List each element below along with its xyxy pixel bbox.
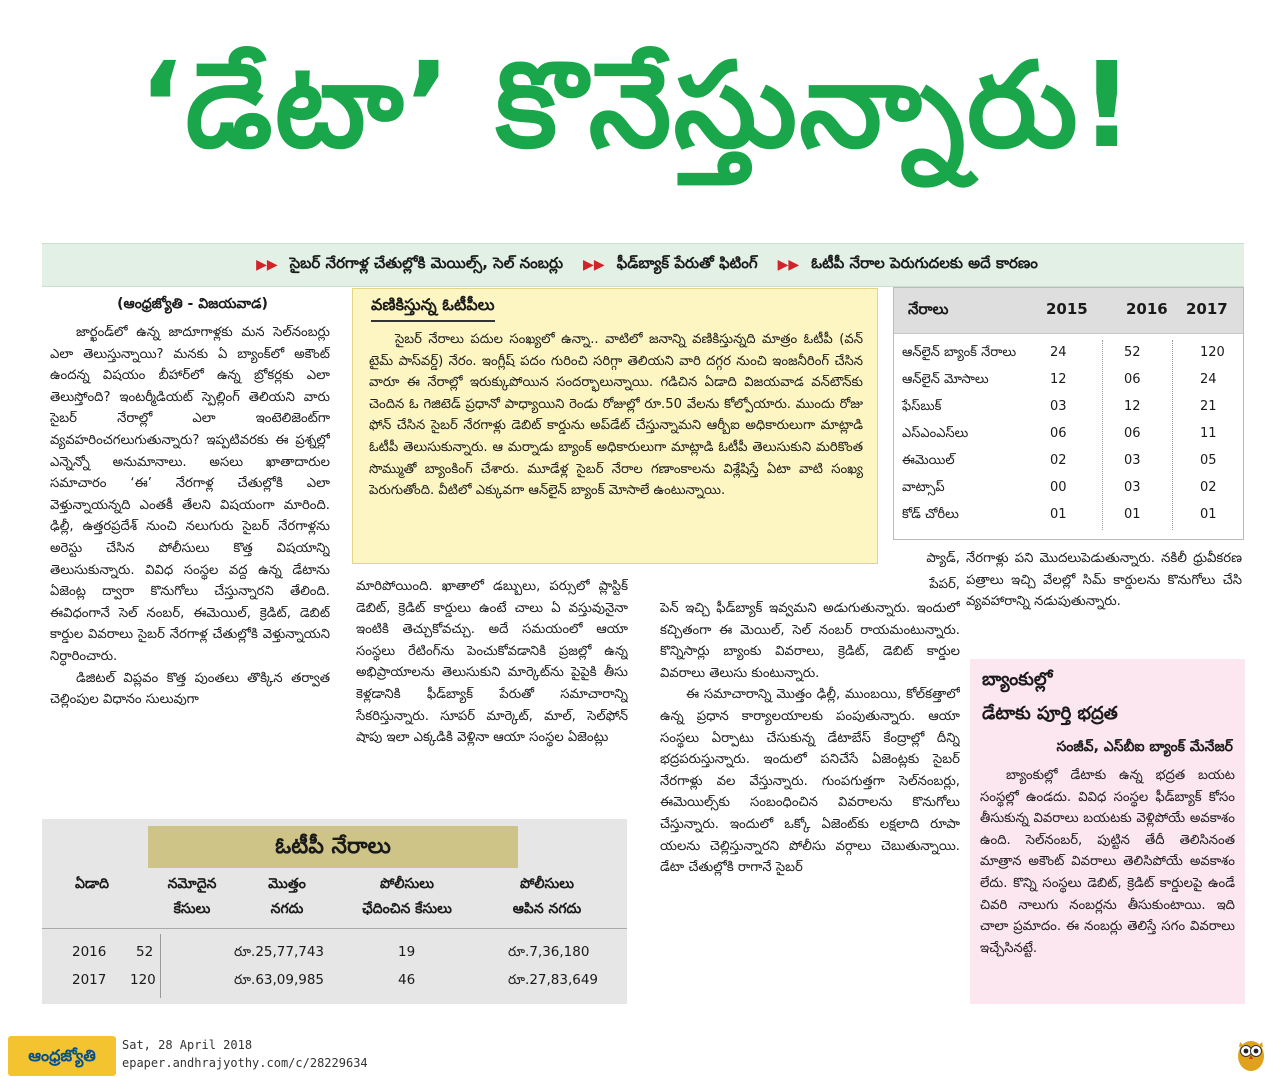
cell: 06 [1124,372,1141,387]
paragraph: నేరగాళ్లు పని మొదలుపెడుతున్నారు. నకిలీ ధ్రువీకరణ పత్రాలు ఇచ్చి వేలల్లో సిమ్ కార్డులను కొనుగోలు చేసి వ్యవహారాన్ని నడుపుతున్నారు. [966,551,1242,610]
box-title: వణికిస్తున్న ఓటీపీలు [371,295,495,318]
cell: 120 [1200,345,1225,360]
cell: 01 [1124,507,1141,522]
strip-item: ఓటీపీ నేరాల పెరుగుదలకు అదే కారణం [811,254,1038,272]
andhrajyothy-logo: ఆంధ్రజ్యోతి [8,1036,116,1076]
article-column-4 [966,548,1242,644]
cell: రూ.25,77,743 [234,944,325,960]
paragraph: పెన్ ఇచ్చి ఫీడ్‌బ్యాక్ ఇవ్వమని అడుగుతున్నారు. ఇందులో కచ్చితంగా ఈ మెయిల్, సెల్ నంబర్ రాయమంటున్నారు. కొన్నిసార్లు బ్యాంకు వివరాలు, క్రెడిట్, డెబిట్ కార్డుల వివరాలు తెలుసు కుంటున్నారు. [660,601,960,681]
cell: 01 [1200,507,1217,522]
cell: 01 [1050,507,1067,522]
cell: 03 [1124,480,1141,495]
cell: 52 [136,944,154,960]
cell: 12 [1124,399,1141,414]
box-body: సైబర్ నేరాలు పదుల సంఖ్యలో ఉన్నా.. వాటిలో జనాన్ని వణికిస్తున్నది మాత్రం ఓటీపీ (వన్ టైమ్ పాస్‌వర్డ్) నేరం. ఇంగ్లీష్ పదం గురించి సరిగ్గా తెలియని వారి దగ్గర నుంచి ఇంజనీరింగ్ చేసిన వారూ ఈ నేరాల్లో ఇరుక్కుపోయిన సందర్భాలున్నాయి. గడిచిన ఏడాది విజయవాడ వన్‌టౌన్‌కు చెందిన ఓ గెజిటెడ్ ప్రధానో పాధ్యాయిని రెండు రోజుల్లో రూ.50 వేలను కోల్పోయారు. ముందు రోజు ఫోన్ చేసిన సైబర్ నేరగాళ్లు డెబిట్ కార్డును అప్‌డేట్ చేస్తున్నామని ఆర్బీఐ అధికారులుగా మాట్లాడి ఓటీపీ తెలుసుకున్నారు. ఆ మర్నాడు బ్యాంక్ అధికారులుగా మాట్లాడి ఓటీపీ తెలుసుకుని మరికొంత సొమ్ముతో బ్యాంకింగ్ చేశారు. మూడేళ్ల సైబర్ నేరాల గణాంకాలను విశ్లేషిస్తే ఏటా వాటి సంఖ్య పెరుగుతోంది. వీటిలో ఎక్కువగా ఆన్‌లైన్ బ్యాంక్ మోసాలే ఉంటున్నాయి. [369,332,863,499]
line: పేపర్, [929,577,960,592]
table-row [894,368,1243,395]
cell: 12 [1050,372,1067,387]
header-line: పోలీసులు [380,876,434,892]
table-row [894,503,1243,530]
header-cell: నేరాలు [908,300,949,318]
double-chevron-icon: ▶▶ [583,257,605,273]
otp-table-title: ఓటీపీ నేరాలు [148,826,518,868]
cell: 06 [1050,426,1067,441]
byline: (ఆంధ్రజ్యోతి - విజయవాడ) [117,296,268,312]
owl-icon [1236,1036,1266,1072]
cell: 11 [1200,426,1217,441]
article-column-2 [356,576,628,812]
double-chevron-icon: ▶▶ [256,257,278,273]
header-cell [62,876,122,895]
header-line: ఆపిన నగదు [512,901,582,917]
cell: రూ.27,83,649 [508,972,599,988]
cell: 2017 [72,972,107,988]
divider [42,928,627,929]
cell: 24 [1200,372,1217,387]
headline: ‘డేటా’ కొనేస్తున్నారు! [138,36,1136,174]
paragraph: మారిపోయింది. ఖాతాలో డబ్బులు, పర్సులో ప్లాస్టిక్ డెబిట్, క్రెడిట్ కార్డులు ఉంటే చాలు ఏ వస్తువునైనా ఇంటికి తెచ్చుకోవచ్చు. అదే సమయంలో ఆయా సంస్థలు రేటింగ్‌ను పెంచుకోవడానికి ప్రజల్లో ఉన్న అభిప్రాయాలను తెలుసుకుని మార్కెట్‌ను పైపైకి తీసు కెళ్లడానికి ఫీడ్‌బ్యాక్ పేరుతో సమాచారాన్ని సేకరిస్తున్నారు. సూపర్ మార్కెట్, మాల్, సెల్‌ఫోన్ షాపు ఇలా ఎక్కడికి వెళ్లినా ఆయా సంస్థల ఏజెంట్లు [356,579,628,746]
cell: రూ.63,09,985 [234,972,325,988]
box-body-wrap [980,765,1235,999]
cell: 03 [1124,453,1141,468]
row-label: కోడ్ చోరీలు [902,507,959,522]
article-column-3 [660,598,960,1000]
line: ప్యాడ్, [926,551,960,566]
header-line: మొత్తం [268,876,306,892]
header-cell [482,876,612,920]
table-header [894,288,1243,334]
paragraph: డిజిటల్ విప్లవం కొత్త పుంతలు తొక్కిన తర్వాత చెల్లింపుల విధానం సులువుగా [50,670,330,708]
table-row [42,972,627,996]
header-line: పోలీసులు [520,876,574,892]
footer-date: Sat, 28 April 2018 [122,1038,253,1052]
header-cell: 2017 [1186,300,1228,318]
otp-sidebar-box [352,288,878,564]
row-label: వాట్సాప్ [902,480,945,495]
row-label: ఎస్ఎంఎస్‌లు [902,426,969,441]
footer-url[interactable]: epaper.andhrajyothy.com/c/28229634 [122,1056,368,1070]
table-row [894,422,1243,449]
cell: 02 [1200,480,1217,495]
table-row [42,944,627,968]
box-body: బ్యాంకుల్లో డేటాకు ఉన్న భద్రత బయట సంస్థల్లో ఉండదు. వివిధ సంస్థల ఫీడ్‌బ్యాక్ కోసం తీసుకున్న వివరాలు బయటకు వెళ్లిపోయే అవకాశం ఉంది. సెల్‌నంబర్, పుట్టిన తేదీ తెలిసినంత మాత్రాన అకౌంట్ వివరాలు తెలిసిపోయే అవకాశం లేదు. కొన్ని సంస్థలు డెబిట్, క్రెడిట్ కార్డులపై ఉండే చివరి నాలుగు నంబర్లను తీసుకుంటాయి. ఇది చాలా ప్రమాదం. ఈ నంబర్లు తెలిస్తే సగం వివరాలు ఇచ్చేసినట్టే. [980,768,1235,956]
header-line: నగదు [270,901,304,917]
double-chevron-icon: ▶▶ [777,257,800,273]
bank-security-box [970,659,1245,1004]
header-cell: 2015 [1046,300,1088,318]
box-title: డేటాకు పూర్తి భద్రత [982,703,1118,724]
table-row [894,449,1243,476]
box-author: సంజీవ్, ఎస్‌బీఐ బ్యాంక్ మేనేజర్ [1056,739,1233,755]
cell: 2016 [72,944,107,960]
table-row [894,395,1243,422]
row-label: ఫేస్‌బుక్ [902,399,942,414]
header-cell [337,876,477,920]
otp-table-header [42,876,627,926]
cell: 21 [1200,399,1217,414]
cell: 52 [1124,345,1141,360]
header-cell [237,876,337,920]
row-label: ఆన్‌లైన్ మోసాలు [902,372,989,387]
strip-item: ఫీడ్‌బ్యాక్ పేరుతో ఫిటింగ్ [616,254,758,272]
cell: రూ.7,36,180 [508,944,590,960]
box-body-wrap [369,329,863,561]
row-label: ఈమెయిల్ [902,453,955,468]
header-line: ఏడాది [74,876,110,892]
cell: 120 [130,972,156,988]
cell: 24 [1050,345,1067,360]
header-line: ఛేదించిన కేసులు [362,901,452,917]
header-cell: 2016 [1126,300,1168,318]
cell: 00 [1050,480,1067,495]
header-cell [142,876,242,920]
subheadline-strip [42,243,1244,287]
cell: 46 [398,972,416,988]
row-label: ఆన్‌లైన్ బ్యాంక్ నేరాలు [902,345,1017,360]
cell: 05 [1200,453,1217,468]
article-column-1 [50,322,330,810]
table-row [894,341,1243,368]
table-row [894,476,1243,503]
paragraph: జార్ఖండ్‌లో ఉన్న జాదూగాళ్లకు మన సెల్‌నంబర్లు ఎలా తెలుస్తున్నాయి? మనకు ఏ బ్యాంక్‌లో అకౌంట్ ఉందన్న విషయం బీహార్‌లో ఉన్న బ్రోకర్లకు ఎలా తెలుస్తోంది? ఇంటర్మీడియట్ స్పెల్లింగ్ తెలియని వారు సైబర్ నేరాల్లో ఎలా ఇంటెలిజెంట్‌గా వ్యవహరించగలుగుతున్నారు? ఇప్పటివరకు ఈ ప్రశ్నల్లో ఎన్నెన్నో అనుమానాలు. అసలు ఖాతాదారుల సమాచారం ‘ఈ’ నేరగాళ్ల చేతుల్లోకి ఎలా వెళ్తున్నాయన్నది ఎంతకీ తేలని విషయంగా మారింది. ఢిల్లీ, ఉత్తరప్రదేశ్ నుంచి నలుగురు సైబర్ నేరగాళ్లను అరెస్టు చేసిన పోలీసులు కొత్త విషయాన్ని తెలుసుకున్నారు. వివిధ సంస్థల వద్ద ఉన్న డేటాను ఏజెంట్ల ద్వారా కొనుగోలు చేస్తున్నారని తేలింది. ఈవిధంగానే సెల్ నంబర్, ఈమెయిల్, క్రెడిట్, డెబిట్ కార్డుల వివరాలు సైబర్ నేరగాళ్ల చేతుల్లోకి వెళ్తున్నాయని నిర్ధారించారు. [50,325,330,664]
cell: 03 [1050,399,1067,414]
crime-stats-table [893,287,1244,540]
paragraph: ఈ సమాచారాన్ని మొత్తం ఢిల్లీ, ముంబయి, కోల్‌కత్తాలో ఉన్న ప్రధాన కార్యాలయాలకు పంపుతున్నారు. ఆయా సంస్థలు ఏర్పాటు చేసుకున్న డేటాబేస్ కేంద్రాల్లో దీన్ని భద్రపరుస్తున్నారు. ఇందులో పనిచేసే ఏజెంట్లకు సైబర్ నేరగాళ్లు వల వేస్తున్నారు. గుంపగుత్తగా సెల్‌నంబర్లు, ఈమెయిల్స్‌కు సంబంధించిన వివరాలను కొనుగోలు చేస్తున్నారు. ఇందులో ఒక్కో ఏజెంట్‌కు లక్షలాది రూపా యలను చెల్లిస్తున్నారని పోలీసు వర్గాలు చెబుతున్నాయి. డేటా చేతుల్లోకి రాగానే సైబర్ [660,687,960,876]
header-line: నమోదైన [167,876,217,892]
cell: 06 [1124,426,1141,441]
column-3-lead [880,546,960,598]
strip-item: సైబర్ నేరగాళ్ల చేతుల్లోకి మెయిల్స్, సెల్ నంబర్లు [289,254,564,272]
box-title: బ్యాంకుల్లో [982,669,1053,690]
cell: 02 [1050,453,1067,468]
header-line: కేసులు [173,901,211,917]
cell: 19 [398,944,416,960]
